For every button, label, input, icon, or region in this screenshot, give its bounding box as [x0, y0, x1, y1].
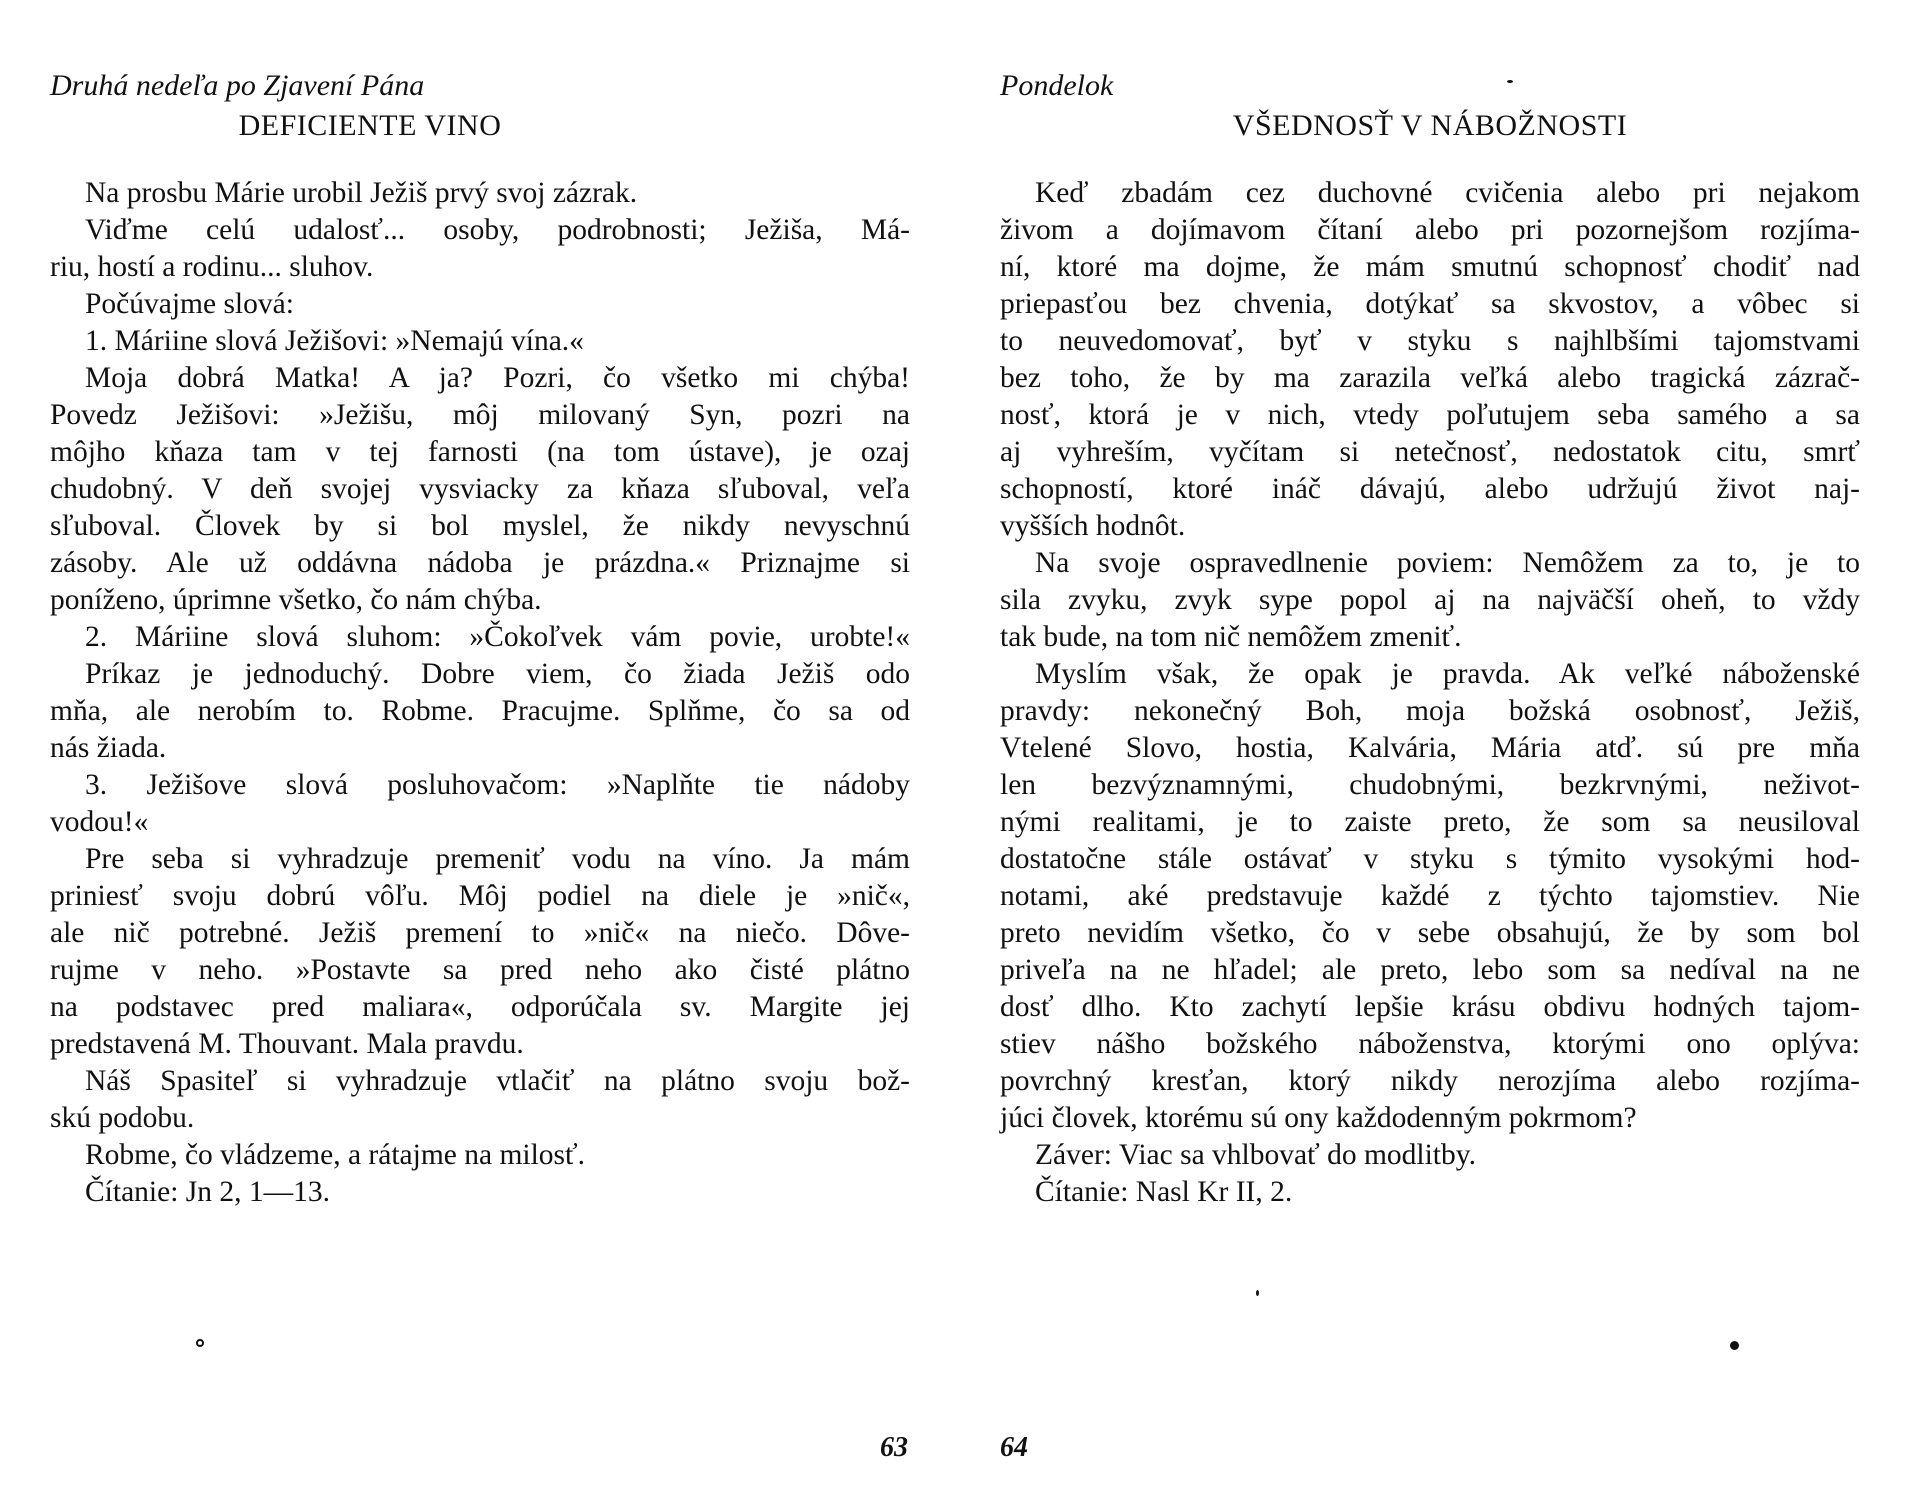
- text-line: Robme, čo vládzeme, a rátajme na milosť.: [85, 1139, 586, 1171]
- text-line: preto nevidím všetko, čo v sebe obsahujú, že by som bol: [1000, 917, 1860, 949]
- text-line: Vtelené Slovo, hostia, Kalvária, Mária atď. sú pre mňa: [1000, 732, 1860, 764]
- text-line: to neuvedomovať, byť v styku s najhlbšími tajomstvami: [1000, 325, 1860, 357]
- scan-speck: [196, 1339, 204, 1347]
- right-page-number: 64: [1000, 1432, 1028, 1463]
- text-line: Náš Spasiteľ si vyhradzuje vtlačiť na plátno svoju bož-: [85, 1065, 910, 1097]
- text-line: nás žiada.: [50, 732, 167, 764]
- text-line: môjho kňaza tam v tej farnosti (na tom ústave), je ozaj: [50, 436, 910, 468]
- text-line: vodou!«: [50, 806, 149, 838]
- text-line: sľuboval. Človek by si bol myslel, že nikdy nevyschnú: [50, 510, 910, 542]
- left-body-text: [50, 175, 910, 1211]
- text-line: poníženo, úprimne všetko, čo nám chýba.: [50, 584, 542, 616]
- text-line: Záver: Viac sa vhlbovať do modlitby.: [1035, 1139, 1476, 1171]
- scan-speck: [1256, 1290, 1259, 1296]
- text-line: nosť, ktorá je v nich, vtedy poľutujem seba samého a sa: [1000, 399, 1860, 431]
- right-running-head: Pondelok: [1000, 69, 1114, 102]
- text-line: chudobný. V deň svojej vysviacky za kňaza sľuboval, veľa: [50, 473, 910, 505]
- text-line: stiev nášho božského náboženstva, ktorými ono oplýva:: [1000, 1028, 1860, 1060]
- left-page: [50, 0, 910, 1500]
- text-line: schopností, ktoré ináč dávajú, alebo udržujú život naj-: [1000, 473, 1860, 505]
- text-line: priveľa na ne hľadel; ale preto, lebo som sa nedíval na ne: [1000, 954, 1860, 986]
- text-line: Na svoje ospravedlnenie poviem: Nemôžem za to, je to: [1035, 547, 1860, 579]
- text-line: ale nič potrebné. Ježiš premení to »nič« na niečo. Dôve-: [50, 917, 910, 949]
- text-line: Počúvajme slová:: [85, 288, 294, 320]
- text-line: predstavená M. Thouvant. Mala pravdu.: [50, 1028, 524, 1060]
- text-line: Keď zbadám cez duchovné cvičenia alebo pri nejakom: [1035, 177, 1860, 209]
- text-line: priepasťou bez chvenia, dotýkať sa skvostov, a vôbec si: [1000, 288, 1860, 320]
- text-line: vyšších hodnôt.: [1000, 510, 1186, 542]
- text-line: rujme v neho. »Postavte sa pred neho ako čisté plátno: [50, 954, 910, 986]
- text-line: notami, aké predstavuje každé z týchto tajomstiev. Nie: [1000, 880, 1860, 912]
- text-line: 3. Ježišove slová posluhovačom: »Naplňte tie nádoby: [85, 769, 910, 801]
- text-line: 2. Máriine slová sluhom: »Čokoľvek vám povie, urobte!«: [85, 621, 910, 653]
- text-line: nými realitami, je to zaiste preto, že som sa neusiloval: [1000, 806, 1860, 838]
- text-line: Čítanie: Nasl Kr II, 2.: [1035, 1176, 1293, 1208]
- text-line: tak bude, na tom nič nemôžem zmeniť.: [1000, 621, 1462, 653]
- text-line: pravdy: nekonečný Boh, moja božská osobnosť, Ježiš,: [1000, 695, 1860, 727]
- text-line: dostatočne stále ostávať v styku s týmito vysokými hod-: [1000, 843, 1860, 875]
- text-line: mňa, ale nerobím to. Robme. Pracujme. Splňme, čo sa od: [50, 695, 910, 727]
- text-line: povrchný kresťan, ktorý nikdy nerozjíma alebo rozjíma-: [1000, 1065, 1860, 1097]
- text-line: priniesť svoju dobrú vôľu. Môj podiel na diele je »nič«,: [50, 880, 910, 912]
- text-line: sila zvyku, zvyk sype popol aj na najväčší oheň, to vždy: [1000, 584, 1860, 616]
- scan-speck: [1730, 1341, 1739, 1350]
- text-line: júci človek, ktorému sú ony každodenným pokrmom?: [1000, 1102, 1637, 1134]
- text-line: Na prosbu Márie urobil Ježiš prvý svoj zázrak.: [85, 177, 638, 209]
- text-line: skú podobu.: [50, 1102, 195, 1134]
- text-line: Povedz Ježišovi: »Ježišu, môj milovaný Syn, pozri na: [50, 399, 910, 431]
- text-line: Viďme celú udalosť... osoby, podrobnosti; Ježiša, Má-: [85, 214, 910, 246]
- text-line: Príkaz je jednoduchý. Dobre viem, čo žiada Ježiš odo: [85, 658, 910, 690]
- right-chapter-title: VŠEDNOSŤ V NÁBOŽNOSTI: [1232, 109, 1628, 142]
- text-line: bez toho, že by ma zarazila veľká alebo tragická zázrač-: [1000, 362, 1860, 394]
- text-line: Pre seba si vyhradzuje premeniť vodu na víno. Ja mám: [85, 843, 910, 875]
- text-line: zásoby. Ale už oddávna nádoba je prázdna.« Priznajme si: [50, 547, 910, 579]
- left-chapter-title: DEFICIENTE VINO: [238, 109, 502, 142]
- right-body-text: [1000, 175, 1860, 1211]
- text-line: Čítanie: Jn 2, 1—13.: [85, 1176, 331, 1208]
- text-line: 1. Máriine slová Ježišovi: »Nemajú vína.«: [85, 325, 584, 357]
- text-line: riu, hostí a rodinu... sluhov.: [50, 251, 374, 283]
- text-line: Moja dobrá Matka! A ja? Pozri, čo všetko mi chýba!: [85, 362, 910, 394]
- text-line: dosť dlho. Kto zachytí lepšie krásu obdivu hodných tajom-: [1000, 991, 1860, 1023]
- scan-speck: [1507, 80, 1513, 83]
- text-line: len bezvýznamnými, chudobnými, bezkrvnými, neživot-: [1000, 769, 1860, 801]
- right-page: [1000, 0, 1860, 1500]
- text-line: aj vyhreším, vyčítam si netečnosť, nedostatok citu, smrť: [1000, 436, 1860, 468]
- text-line: Myslím však, že opak je pravda. Ak veľké náboženské: [1035, 658, 1860, 690]
- left-running-head: Druhá nedeľa po Zjavení Pána: [50, 69, 425, 102]
- text-line: na podstavec pred maliara«, odporúčala sv. Margite jej: [50, 991, 910, 1023]
- text-line: ní, ktoré ma dojme, že mám smutnú schopnosť chodiť nad: [1000, 251, 1860, 283]
- text-line: živom a dojímavom čítaní alebo pri pozornejšom rozjíma-: [1000, 214, 1860, 246]
- left-page-number: 63: [880, 1432, 908, 1463]
